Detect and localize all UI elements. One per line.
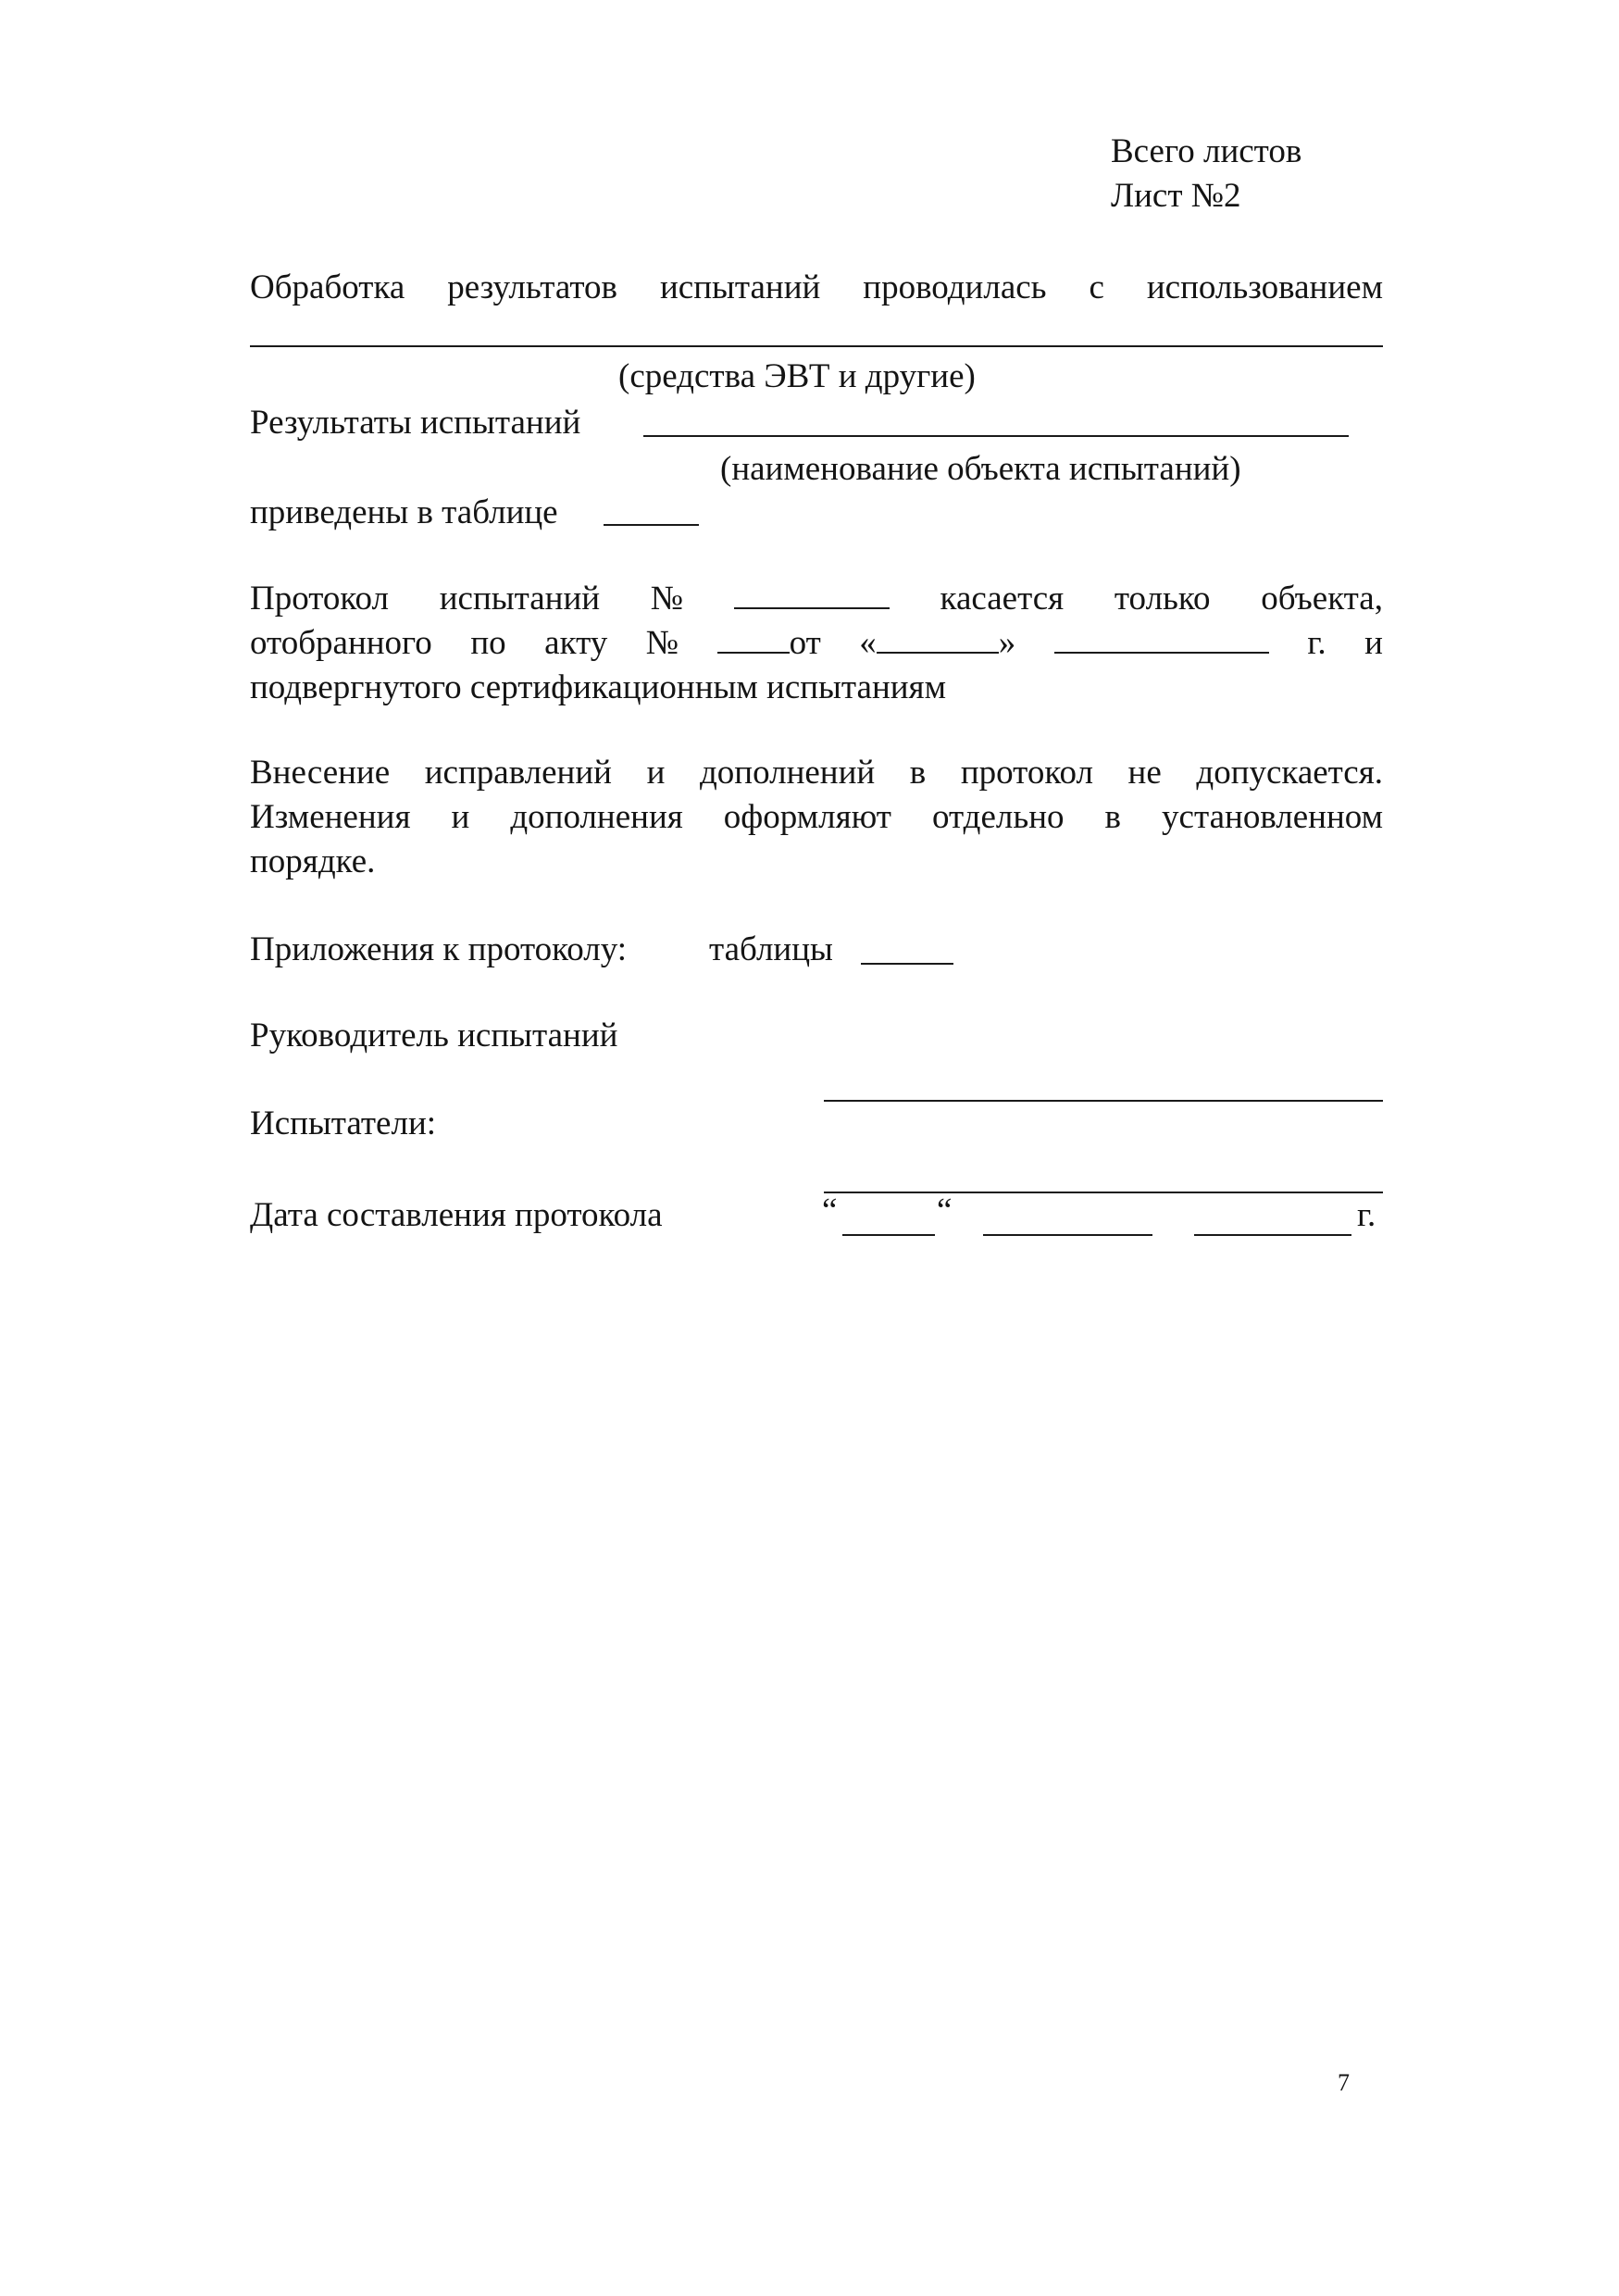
results-label: Результаты испытаний — [250, 404, 581, 442]
testers-label: Испытатели: — [250, 1104, 437, 1142]
protocol-line-1 — [250, 577, 1383, 621]
head-of-tests-label: Руководитель испытаний — [250, 1017, 618, 1054]
act-number-group — [717, 621, 821, 666]
attachments-tables-blank[interactable] — [861, 963, 953, 965]
protocol-line-3: подвергнутого сертификационным испытаниям — [250, 668, 946, 706]
sheet-number-label: Лист №2 — [1111, 177, 1241, 215]
protocol-word: испытаний — [439, 580, 601, 618]
processing-caption: (средства ЭВТ и другие) — [618, 357, 976, 395]
corrections-line-3: порядке. — [250, 842, 376, 880]
act-number-blank[interactable] — [717, 624, 790, 654]
processing-blank-line[interactable] — [250, 345, 1383, 347]
attachments-label: Приложения к протоколу: — [250, 930, 628, 968]
protocol-word: только — [1114, 580, 1211, 618]
attachments-tables-label: таблицы — [709, 930, 833, 968]
processing-text: Обработка результатов испытаний проводилась с использованием — [250, 268, 1383, 306]
total-sheets-label: Всего листов — [1111, 132, 1302, 170]
quote-close: » — [998, 624, 1016, 662]
protocol-word: отобранного — [250, 624, 432, 662]
results-blank-line[interactable] — [643, 435, 1349, 437]
protocol-word: объекта, — [1261, 580, 1383, 618]
protocol-word: касается — [940, 580, 1065, 618]
protocol-number-blank[interactable] — [734, 580, 890, 609]
protocol-word: по — [470, 624, 506, 662]
corrections-line-1: Внесение исправлений и дополнений в протокол не допускается. — [250, 754, 1383, 792]
quote-open: « — [859, 624, 877, 662]
date-year-suffix: г. — [1357, 1196, 1376, 1234]
protocol-word: г. — [1307, 624, 1326, 662]
act-month-blank[interactable] — [1054, 624, 1269, 654]
act-day-blank[interactable] — [877, 624, 999, 654]
head-of-tests-signature-line[interactable] — [824, 1100, 1383, 1102]
page-number: 7 — [1338, 2069, 1350, 2096]
date-quote-close: “ — [937, 1192, 953, 1229]
date-month-blank[interactable] — [983, 1234, 1152, 1236]
table-label: приведены в таблице — [250, 493, 558, 531]
protocol-line-2 — [250, 621, 1383, 666]
protocol-word: и — [1364, 624, 1383, 662]
protocol-word: от — [789, 624, 821, 662]
date-year-blank[interactable] — [1194, 1234, 1351, 1236]
act-day-group — [859, 621, 1015, 666]
protocol-word: № — [645, 624, 679, 662]
corrections-line-2: Изменения и дополнения оформляют отдельно в установленном — [250, 798, 1383, 836]
table-number-blank[interactable] — [604, 524, 699, 526]
protocol-word: № — [650, 580, 684, 618]
date-quote-open: “ — [822, 1192, 838, 1229]
protocol-word: Протокол — [250, 580, 389, 618]
date-label: Дата составления протокола — [250, 1196, 663, 1234]
results-caption: (наименование объекта испытаний) — [720, 450, 1241, 488]
date-day-blank[interactable] — [842, 1234, 935, 1236]
testers-signature-line[interactable] — [824, 1192, 1383, 1193]
protocol-word: акту — [544, 624, 608, 662]
